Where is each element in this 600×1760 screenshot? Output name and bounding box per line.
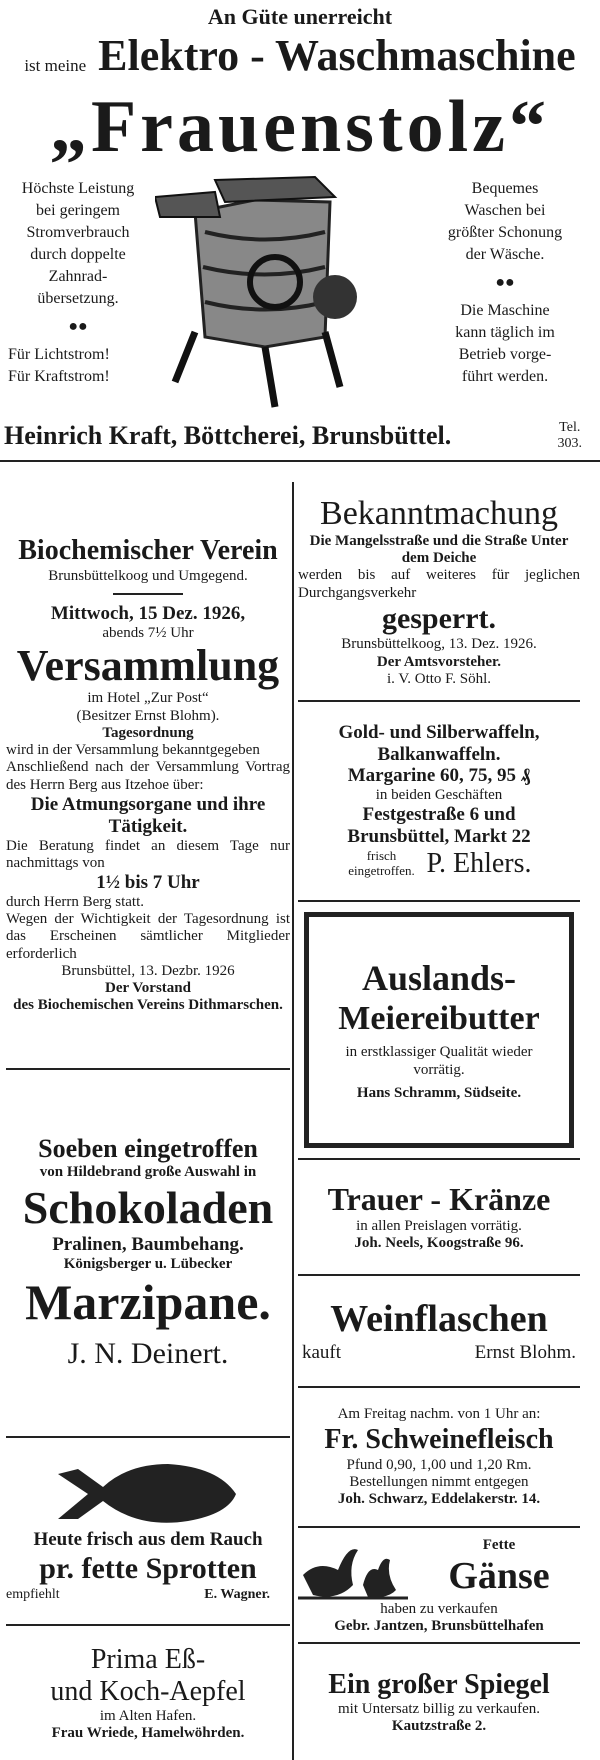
left-sprotten-seller: E. Wagner.: [204, 1586, 270, 1602]
right-kraenze-seller: Joh. Neels, Koogstraße 96.: [354, 1235, 524, 1252]
right-kraenze-text: in allen Preislagen vorrätig.: [356, 1218, 522, 1235]
right-bekannt-sign2: i. V. Otto F. Söhl.: [386, 670, 492, 687]
column-divider: [292, 482, 294, 1760]
left-verein-consult_time: 1½ bis 7 Uhr: [96, 872, 200, 893]
left-aepfel-place: im Alten Hafen.: [99, 1707, 197, 1724]
right-wein-buyer: Ernst Blohm.: [474, 1341, 576, 1363]
product-name: „Frauenstolz“: [49, 86, 551, 168]
left-aepfel-line1: Prima Eß-: [90, 1643, 206, 1675]
header-right_bottom-3: führt werden.: [461, 368, 549, 385]
header-right_bottom-2: Betrieb vorge-: [458, 346, 552, 363]
left-verein-consult: Die Beratung findet an diesem Tage nur nachmittags von: [6, 837, 290, 871]
right-gaense-small: Fette: [482, 1537, 516, 1554]
company-name: Heinrich Kraft, Böttcherei, Brunsbüttel.: [4, 421, 452, 450]
right-fleisch-line1: Am Freitag nachm. von 1 Uhr an:: [337, 1405, 541, 1422]
verein-ad: [6, 482, 290, 1070]
left-verein-sign1: Der Vorstand: [105, 980, 191, 997]
tagline: An Güte unerreicht: [207, 4, 393, 29]
left-column: [6, 482, 290, 1760]
right-wein-buys: kauft: [302, 1341, 342, 1363]
fish-illustration: [58, 1459, 238, 1529]
right-bekannt-place_date: Brunsbüttelkoog, 13. Dez. 1926.: [341, 636, 537, 653]
header-right_bottom-0: Die Maschine: [460, 302, 550, 319]
header-left_text-1: bei geringem: [36, 202, 120, 219]
right-waffeln-line5: Festgestraße 6 und: [362, 804, 516, 826]
left-aepfel-seller: Frau Wriede, Hamelwöhrden.: [51, 1725, 245, 1742]
header-right_text-2: größter Schonung: [447, 224, 563, 241]
header-right_bullets: ●●: [495, 274, 515, 291]
left-verein-place: im Hotel „Zur Post“: [87, 690, 209, 707]
header-left_text-2: Stromverbrauch: [26, 224, 130, 241]
header-right_bottom-1: kann täglich im: [455, 324, 555, 341]
waffeln-ad: [298, 702, 580, 902]
header-tel: 303.: [557, 436, 582, 451]
left-verein-sign2: des Biochemischen Vereins Dithmarschen.: [13, 997, 283, 1014]
right-waffeln-line4: in beiden Geschäften: [375, 787, 503, 804]
weinflaschen-ad: [298, 1276, 580, 1388]
right-butter-title1: Auslands-: [361, 957, 517, 998]
right-spiegel-addr: Kautzstraße 2.: [391, 1718, 487, 1735]
right-waffeln-seller: P. Ehlers.: [426, 848, 532, 880]
right-gaense-seller: Gebr. Jantzen, Brunsbüttelhafen: [334, 1618, 544, 1634]
header-right_text-1: Waschen bei: [464, 202, 546, 219]
header-tel_label: Tel.: [559, 420, 581, 435]
left-schoko-items: Pralinen, Baumbehang.: [52, 1234, 244, 1256]
right-fleisch-seller: Joh. Schwarz, Eddelakerstr. 14.: [337, 1491, 541, 1508]
left-verein-agenda_text: wird in der Versammlung bekanntgegeben: [6, 742, 260, 759]
left-verein-time: abends 7½ Uhr: [102, 624, 194, 641]
left-schoko-title2: Marzipane.: [25, 1273, 271, 1330]
washing-machine-illustration: [155, 172, 405, 412]
right-waffeln-line3: Margarine 60, 75, 95 ₰: [347, 765, 531, 787]
right-fleisch-prices: Pfund 0,90, 1,00 und 1,20 Rm.: [346, 1456, 532, 1473]
header-right_text-3: der Wäsche.: [465, 246, 545, 263]
butter-ad: [298, 902, 580, 1160]
right-features: [430, 178, 580, 388]
right-waffeln-line2: Balkanwaffeln.: [377, 743, 501, 765]
kraenze-ad: [298, 1160, 580, 1276]
left-verein-date: Mittwoch, 15 Dez. 1926,: [50, 602, 246, 624]
left-verein-event: Versammlung: [16, 640, 280, 690]
left-sprotten-line1: Heute frisch aus dem Rauch: [33, 1529, 263, 1551]
left-verein-subtitle: Brunsbüttelkoog und Umgegend.: [48, 567, 248, 584]
right-waffeln-line6: Brunsbüttel, Markt 22: [347, 826, 531, 848]
right-butter-text: in erstklassiger Qualität wieder vorrätig.: [345, 1044, 533, 1078]
left-verein-topic: Die Atmungsorgane und ihre Tätigkeit.: [30, 793, 266, 837]
left-verein-agenda_label: Tagesordnung: [102, 724, 194, 741]
left-verein-owner: (Besitzer Ernst Blohm).: [76, 707, 220, 724]
spiegel-ad: [298, 1644, 580, 1760]
right-bekannt-text1: Die Mangelsstraße und die Straße Unter dem Deiche: [309, 532, 569, 567]
right-fleisch-orders: Bestellungen nimmt entgegen: [349, 1473, 529, 1490]
left-schoko-title: Schokoladen: [22, 1181, 274, 1233]
right-bekannt-text2: werden bis auf weiteres für jeglichen Durchgangsverkehr: [298, 567, 580, 601]
schokoladen-ad: [6, 1070, 290, 1438]
right-kraenze-title: Trauer - Kränze: [327, 1181, 551, 1218]
aepfel-ad: [6, 1626, 290, 1760]
left-verein-place_date: Brunsbüttel, 13. Dezbr. 1926: [61, 962, 235, 979]
schweinefleisch-ad: [298, 1388, 580, 1528]
right-gaense-text: haben zu verkaufen: [380, 1600, 498, 1617]
left-aepfel-line2: und Koch-Aepfel: [50, 1675, 246, 1707]
right-waffeln-line1: Gold- und Silberwaffeln,: [338, 721, 540, 743]
left-schoko-line1: Soeben eingetroffen: [38, 1134, 258, 1164]
prefix: ist meine: [24, 56, 87, 75]
header-right_text-0: Bequemes: [471, 180, 539, 197]
right-waffeln-fresh: frisch eingetroffen.: [348, 848, 415, 879]
product-type: Elektro - Waschmaschine: [98, 31, 576, 80]
left-schoko-line3: Königsberger u. Lübecker: [63, 1256, 233, 1273]
left-sprotten-title: pr. fette Sprotten: [39, 1551, 257, 1585]
bekanntmachung-ad: [298, 482, 580, 702]
right-butter-seller: Hans Schramm, Südseite.: [356, 1084, 522, 1101]
right-bekannt-closed: gesperrt.: [381, 601, 497, 635]
left-sprotten-rec: empfiehlt: [6, 1586, 60, 1602]
right-wein-title: Weinflaschen: [330, 1298, 548, 1341]
header-left_text-4: Zahnrad-: [48, 268, 108, 285]
header-left_text-3: durch doppelte: [30, 246, 126, 263]
left-schoko-seller: J. N. Deinert.: [67, 1337, 229, 1371]
right-spiegel-title: Ein großer Spiegel: [328, 1668, 550, 1700]
left-verein-consult_by: durch Herrn Berg statt.: [6, 893, 145, 910]
header-left_bottom-1: Für Kraftstrom!: [8, 368, 110, 385]
left-verein-title: Biochemischer Verein: [18, 535, 278, 567]
left-schoko-line2: von Hildebrand große Auswahl in: [39, 1164, 257, 1181]
telephone: [558, 420, 583, 452]
gaense-ad: [298, 1528, 580, 1644]
right-gaense-title: Gänse: [448, 1554, 550, 1597]
right-spiegel-text: mit Untersatz billig zu verkaufen.: [337, 1700, 541, 1717]
header-left_text-0: Höchste Leistung: [21, 180, 135, 197]
right-butter-title2: Meiereibutter: [338, 1000, 540, 1038]
header-left_text-5: übersetzung.: [37, 290, 119, 307]
geese-illustration: [298, 1535, 418, 1601]
right-bekannt-sign: Der Amtsvorsteher.: [376, 653, 502, 670]
right-bekannt-title: Bekanntmachung: [320, 494, 558, 532]
sprotten-ad: [6, 1438, 290, 1626]
header-left_bullets: ●●: [68, 318, 88, 335]
left-features: [8, 178, 148, 388]
left-verein-lecture: Anschließend nach der Versammlung Vortrag des Herrn Berg aus Itzehoe über:: [6, 759, 290, 793]
washing-machine-ad: [0, 0, 600, 480]
header-left_bottom-0: Für Lichtstrom!: [8, 346, 110, 363]
right-column: [298, 482, 580, 1760]
right-fleisch-title: Fr. Schweinefleisch: [324, 1423, 554, 1455]
left-verein-notice: Wegen der Wichtigkeit der Tagesordnung ist das Erscheinen sämtlicher Mitglieder erforderlich: [6, 911, 290, 962]
